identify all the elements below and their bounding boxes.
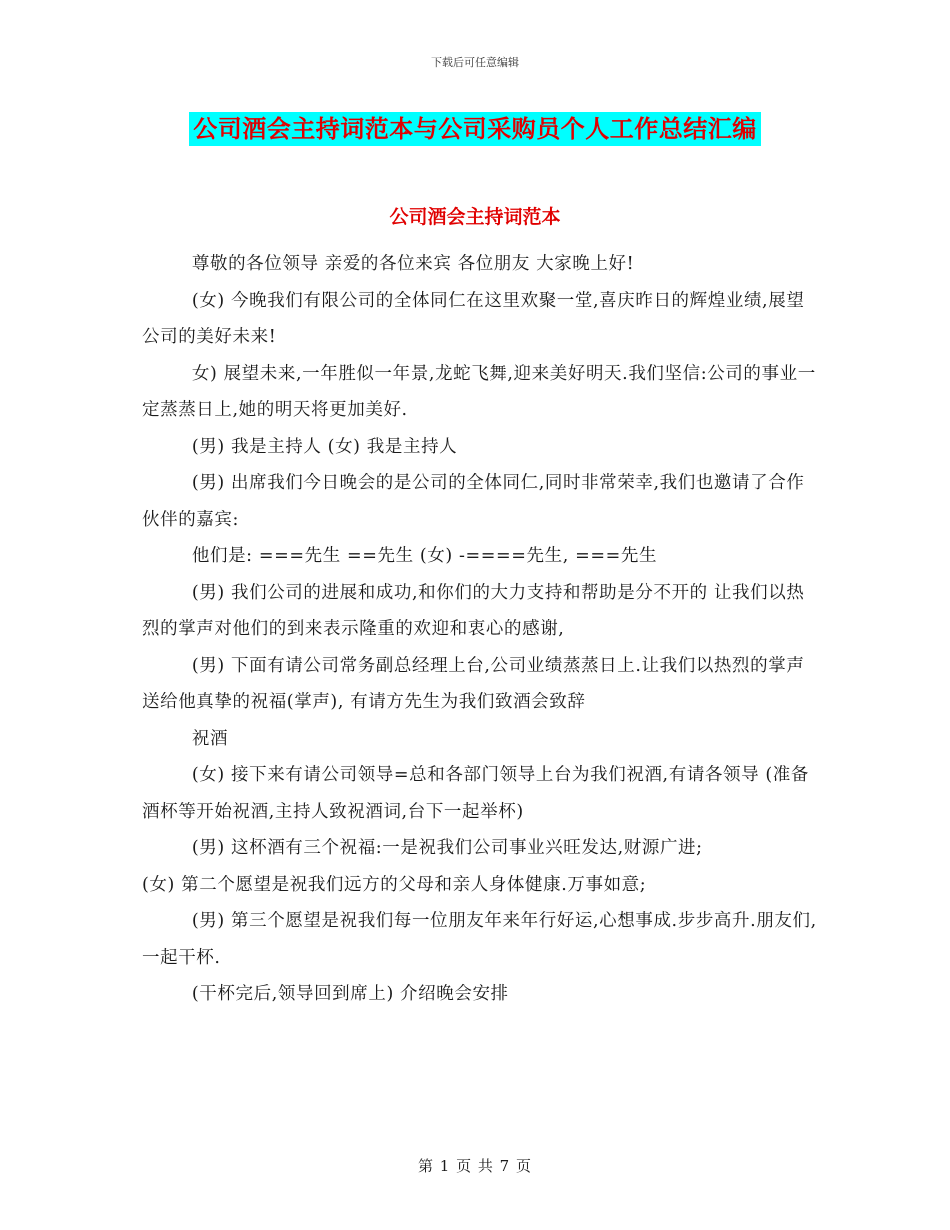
paragraph-guest-list: 他们是: ===先生 ==先生 (女) -====先生, ===先生	[191, 546, 658, 566]
paragraph-opening: (女) 今晚我们有限公司的全体同仁在这里欢聚一堂,喜庆昨日的辉煌业绩,展望 公司的美好未来!	[142, 290, 805, 347]
document-title-text: 公司酒会主持词范本与公司采购员个人工作总结汇编	[189, 112, 761, 146]
paragraph-toast-heading: 祝酒	[191, 728, 229, 749]
paragraph-guests-intro: (男) 出席我们今日晚会的是公司的全体同仁,同时非常荣幸,我们也邀请了合作伙伴的嘉宾:	[142, 473, 805, 530]
paragraph-thanks: (男) 我们公司的进展和成功,和你们的大力支持和帮助是分不开的 让我们以热烈的掌声对他们的到来表示隆重的欢迎和衷心的感谢,	[142, 582, 805, 639]
document-title	[0, 112, 950, 146]
section-title: 公司酒会主持词范本	[389, 206, 561, 228]
paragraph-greeting: 尊敬的各位领导 亲爱的各位来宾 各位朋友 大家晚上好!	[191, 254, 635, 274]
paragraph-toast-invite: (女) 接下来有请公司领导=总和各部门领导上台为我们祝酒,有请各领导 (准备酒杯等开始祝酒,主持人致祝酒词,台下一起举杯)	[142, 765, 810, 822]
paragraph-first-wish: (男) 这杯酒有三个祝福:一是祝我们公司事业兴旺发达,财源广进;	[191, 838, 703, 858]
paragraph-outlook: 女) 展望未来,一年胜似一年景,龙蛇飞舞,迎来美好明天.我们坚信:公司的事业一定蒸蒸日上,她的明天将更加美好.	[142, 363, 816, 420]
paragraph-second-wish: (女) 第二个愿望是祝我们远方的父母和亲人身体健康.万事如意;	[142, 874, 647, 895]
page-number: 第 1 页 共 7 页	[418, 1157, 532, 1175]
header-note: 下载后可任意编辑	[431, 56, 519, 69]
paragraph-manager-speech: (男) 下面有请公司常务副总经理上台,公司业绩蒸蒸日上.让我们以热烈的掌声送给他真挚的祝福(掌声), 有请方先生为我们致酒会致辞	[142, 655, 805, 712]
document-body	[142, 246, 818, 1013]
paragraph-program-intro: (干杯完后,领导回到席上) 介绍晚会安排	[191, 984, 509, 1004]
paragraph-hosts: (男) 我是主持人 (女) 我是主持人	[191, 436, 458, 457]
paragraph-third-wish: (男) 第三个愿望是祝我们每一位朋友年来年行好运,心想事成.步步高升.朋友们,一起干杯.	[142, 911, 817, 968]
